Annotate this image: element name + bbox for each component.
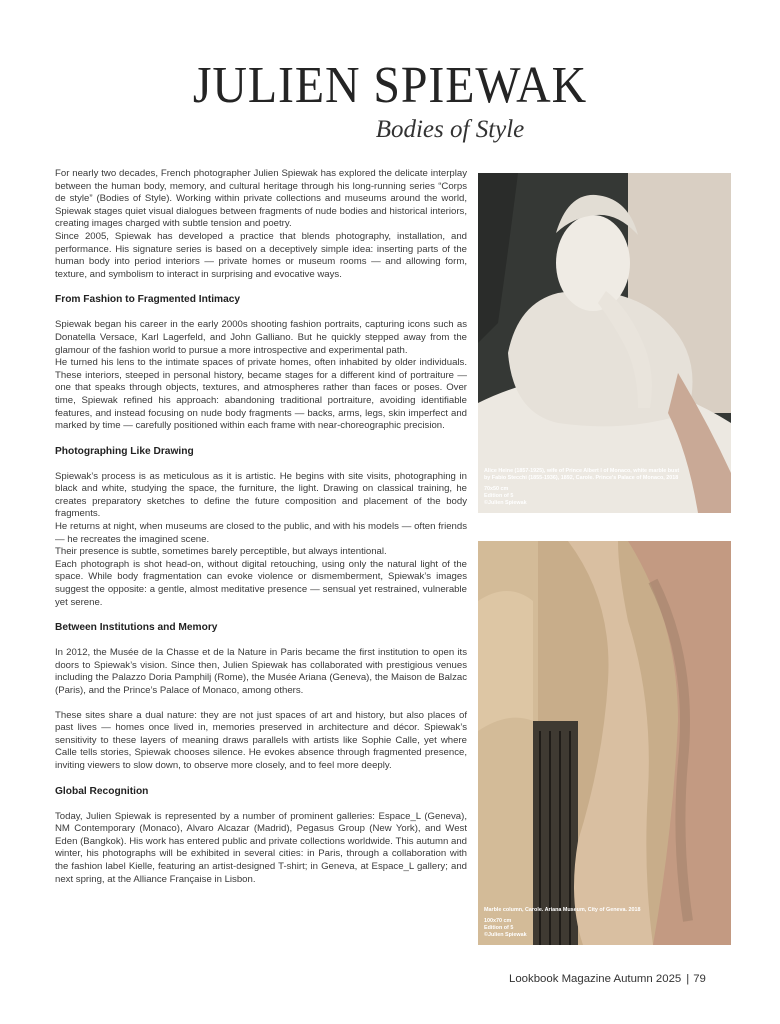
footer-separator: | <box>686 973 690 985</box>
section-heading: Global Recognition <box>55 785 149 797</box>
marble-column-illustration <box>478 541 731 945</box>
section-paragraph: Today, Julien Spiewak is represented by a number of prominent galleries: Espace_L (Geneva), NM Contemporary (Monaco), Alvaro Alcazar (Madrid), Pegasus Group (New York), and West Eden (Bangkok). His work has entered public and private collections worldwide. This autumn and winter, his photographs will be exhibited in several cities: in Paris, through a collaboration with the fashion label Kielle, featuring an artist-designed T-shirt; in Geneva, at Espace_L gallery; and next spring, at the Alliance Française in Lisbon. <box>55 810 467 885</box>
section-paragraph: Each photograph is shot head-on, without digital retouching, using only the natural light of the space. While body fragmentation can evoke violence or dismemberment, Spiewak’s images suggest the opposite: a gentle, almost meditative presence — sensual yet restrained, vulnerable yet serene. <box>55 558 467 608</box>
section-paragraph: He turned his lens to the intimate spaces of private homes, often inhabited by older individuals. These interiors, steeped in personal history, became stages for a different kind of portraiture — one that speaks through objects, textures, and atmospheres rather than faces or poses. Over time, Spiewak refined his approach: abandoning traditional portraiture, avoiding identifiable features, and instead focusing on nude body fragments — backs, arms, legs, skin imperfect and marked by time — carefully positioned within each frame with near-choreographic precision. <box>55 357 467 432</box>
section-paragraph: In 2012, the Musée de la Chasse et de la Nature in Paris became the first institution to open its doors to Spiewak’s vision. Since then, Julien Spiewak has collaborated with prestigious venues including the Palazzo Doria Pamphilj (Rome), the Musée Ariana (Geneva), the Maison de Balzac (Paris), and the Prince’s Palace of Monaco, among others. <box>55 647 467 696</box>
intro-paragraph: For nearly two decades, French photographer Julien Spiewak has explored the delicate interplay between the human body, memory, and cultural heritage through his long-running series “Corps de style” (Bodies of Style). Working within private collections and museums around the world, Spiewak stages quiet visual dialogues between fragments of nude bodies and historical interiors, creating images charged with subtle tension and poetry. <box>55 168 467 230</box>
section-heading: Between Institutions and Memory <box>55 622 218 634</box>
caption-text: Marble column, Carole. Ariana Museum, City of Geneva. 2018 <box>484 907 641 913</box>
section-paragraph: He returns at night, when museums are closed to the public, and with his models — often friends — he recreates the imagined scene. <box>55 521 467 545</box>
article-subtitle: Bodies of Style <box>375 116 525 143</box>
section-paragraph: These sites share a dual nature: they are not just spaces of art and history, but also places of past lives — homes once lived in, memories preserved in architecture and décor. Spiewak’s sensitivity to these layers of meaning draws parallels with artists like Sophie Calle, yet where Calle tells stories, Spiewak chooses silence. He evokes absence through fragmented presence, inviting viewers to slow down, to observe more closely, and to feel more deeply. <box>55 709 467 771</box>
caption-details: 70x50 cm Edition of 5 ©Julien Spiewak <box>484 486 527 506</box>
marble-bust-illustration <box>478 173 731 513</box>
page-number: 79 <box>693 973 706 985</box>
photo-caption <box>484 907 684 939</box>
section-paragraph: Spiewak began his career in the early 2000s shooting fashion portraits, capturing icons such as Donatella Versace, Karl Lagerfeld, and John Galliano. But he quickly stepped away from the glamour of the fashion world to pursue a more introspective and experimental path. <box>55 319 467 356</box>
section-heading: Photographing Like Drawing <box>55 445 194 457</box>
caption-text: Alice Heine (1857-1925), wife of Prince Albert I of Monaco, white marble bust by Fabio Stecchi (1855-1936), 1892, Carole. Prince's Palace of Monaco, 2018 <box>484 468 680 481</box>
page-footer <box>509 973 706 985</box>
section-paragraph: Their presence is subtle, sometimes barely perceptible, but always intentional. <box>55 546 387 558</box>
caption-details: 100x70 cm Edition of 5 ©Julien Spiewak <box>484 918 527 938</box>
article-title: JULIEN SPIEWAK <box>192 57 588 114</box>
section-paragraph: Spiewak’s process is as meticulous as it is artistic. He begins with site visits, photographing in black and white, studying the space, the furniture, the light. Drawing on classical training, he creates preparatory sketches to define the future composition and placement of the body fragments. <box>55 470 467 520</box>
article-body <box>55 168 467 886</box>
section-heading: From Fashion to Fragmented Intimacy <box>55 294 241 306</box>
magazine-name: Lookbook Magazine Autumn 2025 <box>509 973 682 985</box>
photo-marble-column <box>478 541 731 945</box>
intro-paragraph: Since 2005, Spiewak has developed a practice that blends photography, installation, and performance. His signature series is based on a deceptively simple idea: inserting parts of the human body into period interiors — private homes or museum rooms — and allowing form, texture, and symbolism to interact in surprising and evocative ways. <box>55 230 467 280</box>
photo-caption <box>484 468 684 507</box>
photo-marble-bust <box>478 173 731 513</box>
